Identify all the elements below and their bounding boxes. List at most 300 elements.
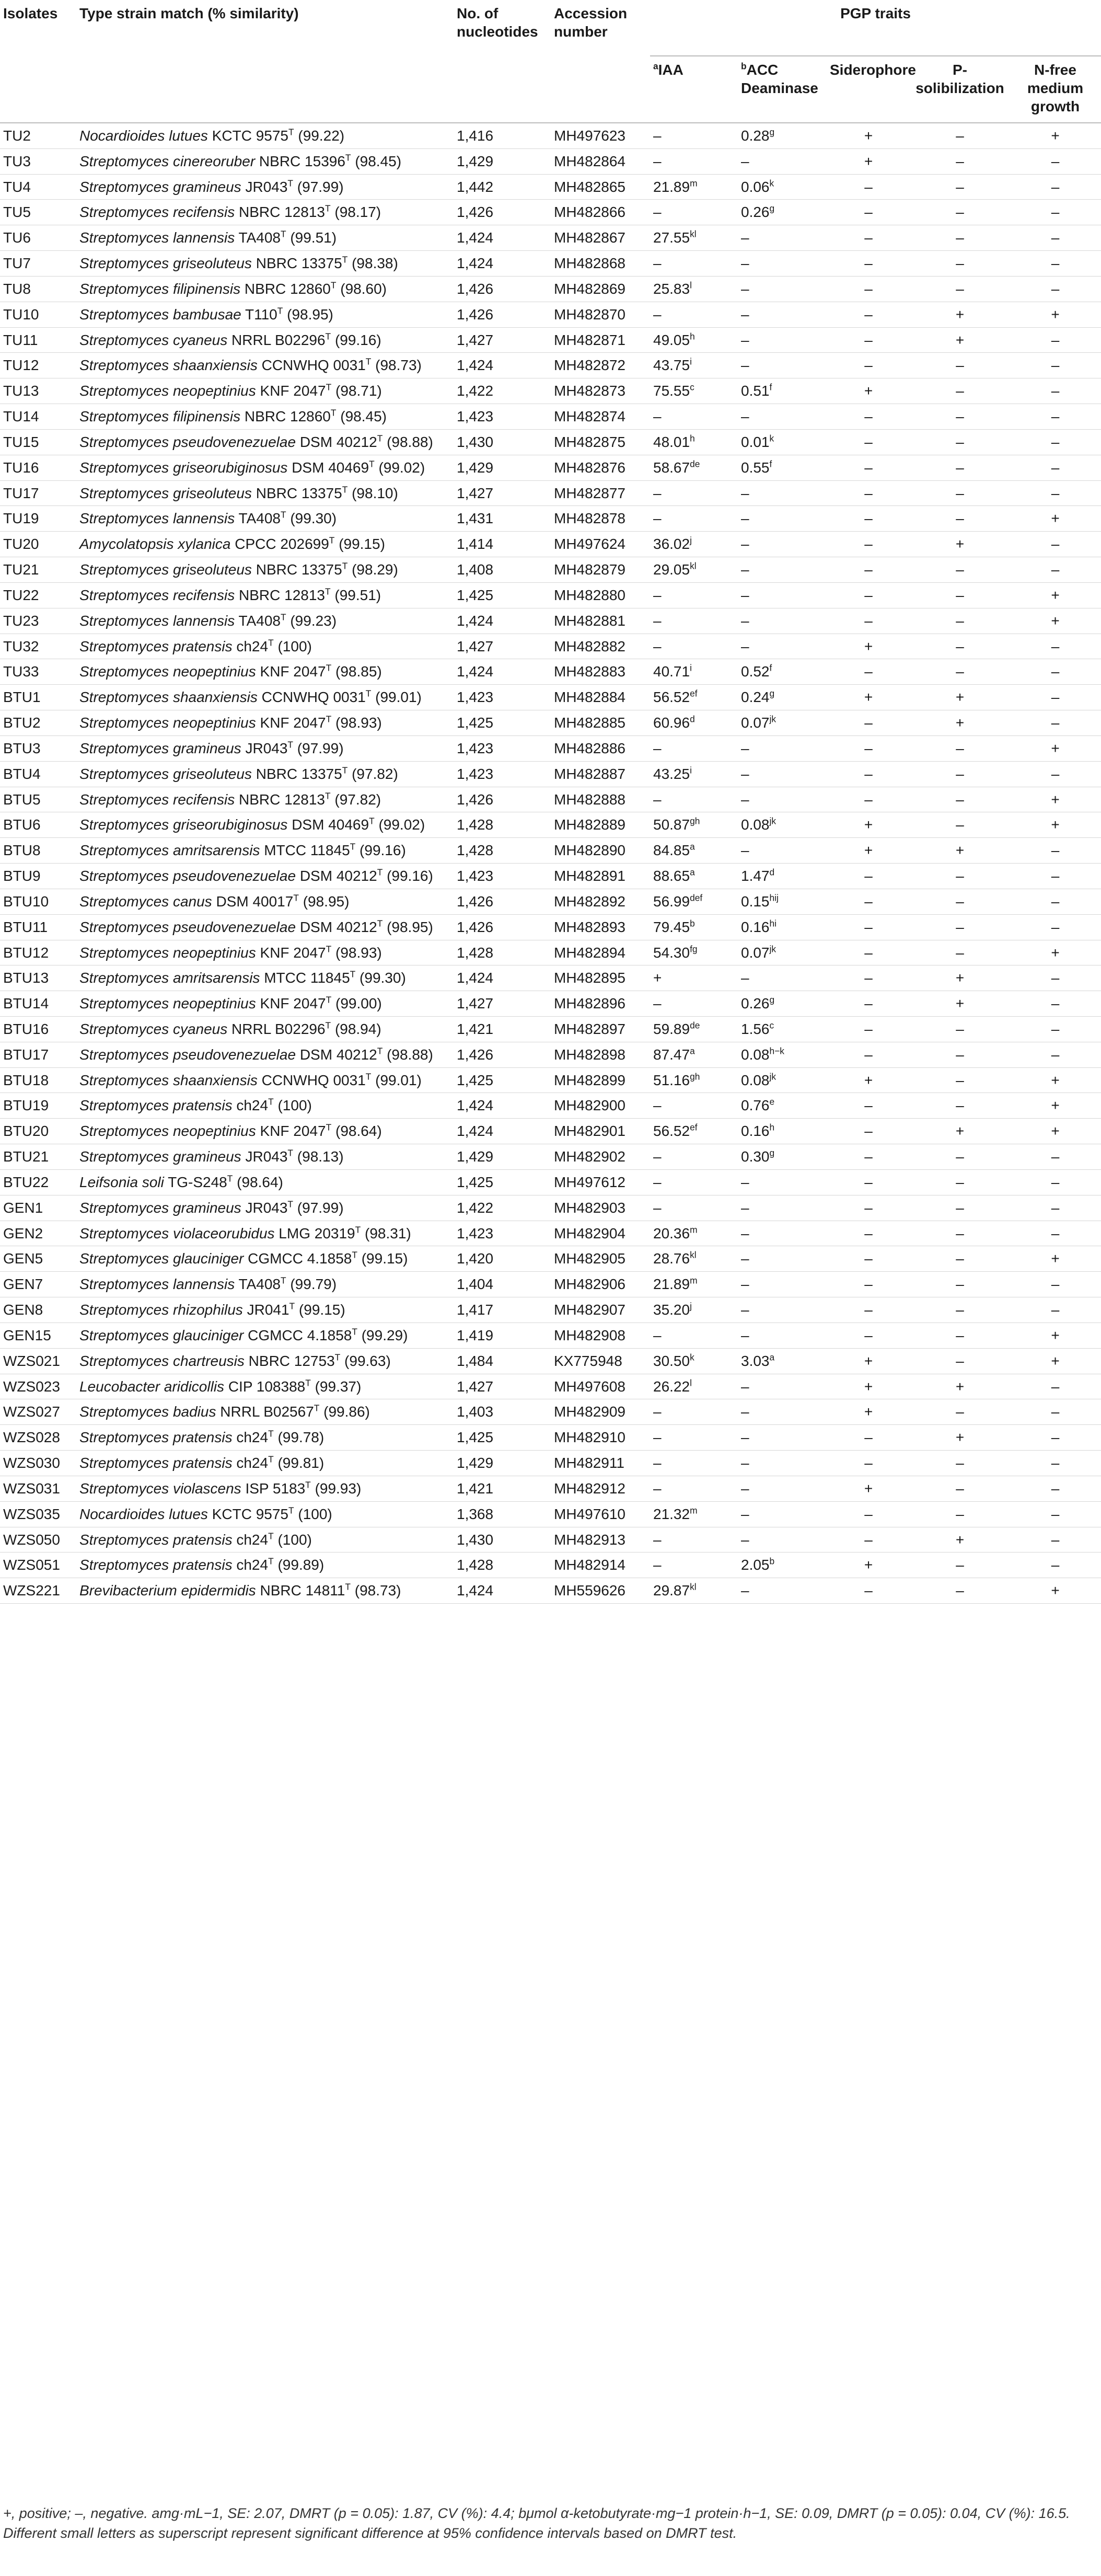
similarity-percent: (98.31): [365, 1225, 411, 1241]
strain-id: DSM 40212: [296, 1046, 377, 1063]
cell-siderophore: –: [827, 302, 910, 327]
type-strain-marker: T: [342, 765, 348, 776]
acc-value: –: [741, 612, 749, 629]
cell-acc-deaminase: [738, 1221, 827, 1246]
species-name: Streptomyces lannensis: [79, 612, 235, 629]
species-name: Streptomyces neopeptinius: [79, 995, 256, 1012]
iaa-significance: l: [690, 1377, 692, 1388]
similarity-percent: (99.89): [277, 1557, 324, 1573]
header-iaa-sup: a: [653, 61, 658, 72]
type-strain-marker: T: [365, 688, 372, 699]
similarity-percent: (99.15): [361, 1250, 408, 1267]
cell-siderophore: –: [827, 353, 910, 378]
cell-n-free-growth: +: [1010, 1322, 1101, 1348]
cell-n-free-growth: –: [1010, 685, 1101, 710]
similarity-percent: (100): [298, 1505, 332, 1522]
cell-n-free-growth: +: [1010, 812, 1101, 838]
cell-strain: [76, 1297, 454, 1323]
iaa-significance: def: [690, 892, 703, 903]
header-p-solubilization: P-solibilization: [910, 56, 1010, 123]
cell-n-free-growth: –: [1010, 1144, 1101, 1170]
iaa-value: 58.67: [653, 459, 690, 476]
header-n-free-growth: N-free medium growth: [1010, 56, 1101, 123]
type-strain-marker: T: [352, 1326, 357, 1337]
cell-acc-deaminase: [738, 634, 827, 659]
cell-nucleotides: 1,426: [454, 1042, 551, 1067]
type-strain-marker: T: [342, 484, 348, 495]
cell-strain: [76, 634, 454, 659]
species-name: Streptomyces griseorubiginosus: [79, 459, 288, 476]
table-row: [0, 404, 1101, 430]
table-row: [0, 1578, 1101, 1604]
acc-significance: g: [769, 994, 775, 1005]
cell-siderophore: –: [827, 327, 910, 353]
similarity-percent: (99.86): [323, 1404, 370, 1420]
strain-id: NBRC 12813: [235, 204, 325, 221]
cell-iaa: [650, 634, 738, 659]
table-row: [0, 685, 1101, 710]
similarity-percent: (97.82): [334, 791, 381, 808]
cell-isolate: BTU16: [0, 1016, 76, 1042]
cell-nucleotides: 1,417: [454, 1297, 551, 1323]
acc-significance: jk: [769, 816, 777, 827]
iaa-value: –: [653, 204, 662, 221]
type-strain-marker: T: [293, 892, 299, 903]
cell-nucleotides: 1,424: [454, 608, 551, 634]
iaa-value: 75.55: [653, 383, 690, 399]
cell-isolate: BTU21: [0, 1144, 76, 1170]
iaa-value: 79.45: [653, 918, 690, 935]
table-row: [0, 302, 1101, 327]
cell-iaa: [650, 404, 738, 430]
iaa-significance: kl: [690, 560, 697, 571]
type-strain-marker: T: [325, 1020, 331, 1031]
species-name: Streptomyces neopeptinius: [79, 944, 256, 961]
cell-nucleotides: 1,424: [454, 353, 551, 378]
similarity-percent: (98.93): [335, 715, 382, 731]
cell-siderophore: –: [827, 1169, 910, 1195]
cell-p-solubilization: –: [910, 1399, 1010, 1425]
type-strain-marker: T: [326, 382, 332, 393]
cell-isolate: WZS031: [0, 1476, 76, 1501]
cell-iaa: [650, 1348, 738, 1374]
similarity-percent: (99.30): [360, 970, 406, 986]
acc-value: 0.52: [741, 663, 770, 680]
cell-nucleotides: 1,427: [454, 327, 551, 353]
strain-id: ch24: [232, 1097, 269, 1114]
cell-siderophore: –: [827, 864, 910, 889]
acc-value: –: [741, 638, 749, 654]
cell-iaa: [650, 123, 738, 148]
cell-acc-deaminase: [738, 1578, 827, 1604]
cell-n-free-growth: –: [1010, 1451, 1101, 1476]
type-strain-marker: T: [326, 714, 332, 724]
cell-siderophore: +: [827, 378, 910, 404]
cell-p-solubilization: +: [910, 710, 1010, 736]
cell-acc-deaminase: [738, 710, 827, 736]
acc-significance: g: [769, 203, 775, 214]
iaa-value: 56.52: [653, 1123, 690, 1140]
similarity-percent: (99.01): [375, 1072, 422, 1088]
similarity-percent: (98.95): [387, 918, 433, 935]
species-name: Streptomyces filipinensis: [79, 408, 241, 425]
cell-strain: [76, 1016, 454, 1042]
header-iaa-label: IAA: [658, 62, 683, 78]
cell-accession: MH482905: [551, 1246, 650, 1272]
cell-accession: MH482868: [551, 251, 650, 277]
table-row: [0, 148, 1101, 174]
cell-isolate: TU21: [0, 557, 76, 583]
cell-strain: [76, 710, 454, 736]
cell-p-solubilization: –: [910, 889, 1010, 914]
cell-acc-deaminase: [738, 1169, 827, 1195]
cell-nucleotides: 1,428: [454, 838, 551, 864]
cell-p-solubilization: –: [910, 1476, 1010, 1501]
cell-isolate: TU17: [0, 480, 76, 506]
cell-siderophore: –: [827, 480, 910, 506]
similarity-percent: (98.60): [340, 280, 387, 297]
cell-strain: [76, 965, 454, 991]
acc-value: –: [741, 1327, 749, 1343]
strain-id: DSM 40469: [287, 459, 369, 476]
cell-strain: [76, 1195, 454, 1221]
acc-significance: h: [769, 1122, 775, 1133]
cell-acc-deaminase: [738, 1322, 827, 1348]
cell-strain: [76, 480, 454, 506]
iaa-significance: m: [690, 1505, 698, 1516]
cell-p-solubilization: –: [910, 1067, 1010, 1093]
acc-value: 0.28: [741, 128, 770, 144]
species-name: Streptomyces glauciniger: [79, 1250, 244, 1267]
cell-acc-deaminase: [738, 1552, 827, 1578]
cell-siderophore: +: [827, 838, 910, 864]
strain-id: ch24: [232, 1557, 269, 1573]
acc-value: 0.15: [741, 893, 770, 910]
cell-nucleotides: 1,426: [454, 200, 551, 225]
cell-accession: MH482893: [551, 914, 650, 940]
cell-accession: MH482889: [551, 812, 650, 838]
cell-isolate: WZS051: [0, 1552, 76, 1578]
cell-n-free-growth: –: [1010, 991, 1101, 1017]
cell-iaa: [650, 1195, 738, 1221]
cell-accession: MH482874: [551, 404, 650, 430]
cell-p-solubilization: –: [910, 1195, 1010, 1221]
iaa-value: 84.85: [653, 842, 690, 859]
acc-value: –: [741, 1531, 749, 1548]
type-strain-marker: T: [350, 969, 356, 980]
species-name: Streptomyces neopeptinius: [79, 715, 256, 731]
strain-id: CGMCC 4.1858: [244, 1250, 352, 1267]
strain-id: T110: [241, 306, 277, 323]
cell-acc-deaminase: [738, 200, 827, 225]
cell-acc-deaminase: [738, 1067, 827, 1093]
cell-strain: [76, 1042, 454, 1067]
cell-accession: MH482873: [551, 378, 650, 404]
cell-nucleotides: 1,421: [454, 1016, 551, 1042]
cell-siderophore: –: [827, 1119, 910, 1144]
cell-p-solubilization: –: [910, 404, 1010, 430]
cell-accession: MH482896: [551, 991, 650, 1017]
cell-iaa: [650, 302, 738, 327]
acc-value: –: [741, 970, 749, 986]
species-name: Streptomyces neopeptinius: [79, 1123, 256, 1140]
species-name: Amycolatopsis xylanica: [79, 536, 231, 553]
cell-p-solubilization: –: [910, 429, 1010, 455]
header-pgp-traits: PGP traits: [650, 0, 1101, 56]
type-strain-marker: T: [334, 1352, 341, 1363]
cell-acc-deaminase: [738, 302, 827, 327]
iaa-value: –: [653, 1148, 662, 1165]
cell-acc-deaminase: [738, 1246, 827, 1272]
table-row: [0, 735, 1101, 761]
iaa-significance: ef: [690, 688, 698, 699]
cell-n-free-growth: –: [1010, 1425, 1101, 1451]
cell-strain: [76, 225, 454, 251]
similarity-percent: (98.95): [287, 306, 333, 323]
type-strain-marker: T: [325, 331, 331, 342]
cell-iaa: [650, 353, 738, 378]
cell-nucleotides: 1,425: [454, 1067, 551, 1093]
cell-acc-deaminase: [738, 1476, 827, 1501]
similarity-percent: (99.78): [277, 1429, 324, 1446]
table-row: [0, 1297, 1101, 1323]
cell-strain: [76, 1527, 454, 1552]
type-strain-marker: T: [227, 1173, 233, 1184]
species-name: Streptomyces griseorubiginosus: [79, 816, 288, 833]
cell-nucleotides: 1,427: [454, 634, 551, 659]
strain-id: NBRC 13375: [251, 561, 342, 578]
species-name: Leucobacter aridicollis: [79, 1378, 225, 1395]
cell-isolate: BTU14: [0, 991, 76, 1017]
type-strain-marker: T: [280, 510, 286, 521]
cell-isolate: WZS027: [0, 1399, 76, 1425]
acc-value: –: [741, 306, 749, 323]
table-row: [0, 455, 1101, 480]
cell-nucleotides: 1,429: [454, 148, 551, 174]
cell-p-solubilization: –: [910, 634, 1010, 659]
acc-significance: jk: [769, 1071, 777, 1082]
cell-siderophore: –: [827, 557, 910, 583]
table-row: [0, 761, 1101, 787]
iaa-value: 56.99: [653, 893, 690, 910]
cell-iaa: [650, 1501, 738, 1527]
cell-acc-deaminase: [738, 582, 827, 608]
acc-value: –: [741, 1404, 749, 1420]
cell-p-solubilization: –: [910, 940, 1010, 965]
iaa-significance: de: [690, 458, 700, 469]
cell-accession: MH482872: [551, 353, 650, 378]
acc-significance: k: [769, 433, 774, 444]
cell-p-solubilization: –: [910, 1093, 1010, 1119]
cell-acc-deaminase: [738, 1399, 827, 1425]
acc-significance: g: [769, 688, 775, 699]
strain-id: CIP 108388: [224, 1378, 306, 1395]
iaa-significance: m: [690, 1224, 698, 1235]
iaa-value: 43.75: [653, 357, 690, 374]
iaa-significance: c: [690, 382, 694, 393]
iaa-significance: gh: [690, 816, 700, 827]
cell-accession: MH482913: [551, 1527, 650, 1552]
iaa-significance: j: [690, 535, 692, 546]
similarity-percent: (98.85): [335, 663, 382, 680]
cell-isolate: TU14: [0, 404, 76, 430]
cell-strain: [76, 1246, 454, 1272]
strain-id: CCNWHQ 0031: [257, 357, 366, 374]
cell-n-free-growth: –: [1010, 1552, 1101, 1578]
strain-id: ch24: [232, 1429, 269, 1446]
cell-iaa: [650, 174, 738, 200]
cell-accession: MH482914: [551, 1552, 650, 1578]
iaa-value: –: [653, 408, 662, 425]
cell-isolate: BTU11: [0, 914, 76, 940]
acc-value: 0.07: [741, 715, 770, 731]
cell-accession: MH482875: [551, 429, 650, 455]
cell-nucleotides: 1,416: [454, 123, 551, 148]
cell-siderophore: +: [827, 148, 910, 174]
cell-p-solubilization: –: [910, 1297, 1010, 1323]
cell-acc-deaminase: [738, 1297, 827, 1323]
cell-iaa: [650, 1476, 738, 1501]
cell-iaa: [650, 1552, 738, 1578]
species-name: Streptomyces cinereoruber: [79, 153, 256, 169]
iaa-value: 88.65: [653, 868, 690, 884]
type-strain-marker: T: [268, 637, 274, 648]
cell-siderophore: –: [827, 1527, 910, 1552]
cell-p-solubilization: +: [910, 685, 1010, 710]
similarity-percent: (97.99): [297, 1199, 344, 1216]
acc-value: –: [741, 229, 749, 246]
acc-value: –: [741, 1302, 749, 1318]
cell-acc-deaminase: [738, 327, 827, 353]
cell-n-free-growth: +: [1010, 582, 1101, 608]
cell-nucleotides: 1,408: [454, 557, 551, 583]
iaa-value: 87.47: [653, 1046, 690, 1063]
iaa-value: –: [653, 586, 662, 603]
cell-acc-deaminase: [738, 1042, 827, 1067]
cell-acc-deaminase: [738, 1374, 827, 1399]
cell-iaa: [650, 812, 738, 838]
header-accession: Accession number: [551, 0, 650, 123]
cell-siderophore: –: [827, 276, 910, 302]
cell-strain: [76, 685, 454, 710]
similarity-percent: (99.81): [277, 1455, 324, 1471]
cell-p-solubilization: –: [910, 914, 1010, 940]
iaa-value: 59.89: [653, 1020, 690, 1037]
table-row: [0, 353, 1101, 378]
cell-strain: [76, 1067, 454, 1093]
acc-value: –: [741, 765, 749, 782]
cell-accession: MH482867: [551, 225, 650, 251]
strain-id: NRRL B02296: [227, 1020, 326, 1037]
cell-acc-deaminase: [738, 557, 827, 583]
strain-id: JR041: [242, 1302, 289, 1318]
cell-iaa: [650, 608, 738, 634]
cell-iaa: [650, 838, 738, 864]
cell-siderophore: –: [827, 710, 910, 736]
cell-iaa: [650, 991, 738, 1017]
similarity-percent: (99.22): [298, 128, 345, 144]
table-row: [0, 582, 1101, 608]
strain-id: JR043: [241, 1148, 288, 1165]
acc-value: 1.47: [741, 868, 770, 884]
cell-acc-deaminase: [738, 812, 827, 838]
type-strain-marker: T: [377, 1045, 383, 1056]
cell-accession: MH482887: [551, 761, 650, 787]
cell-strain: [76, 302, 454, 327]
cell-strain: [76, 148, 454, 174]
acc-value: –: [741, 408, 749, 425]
species-name: Streptomyces badius: [79, 1404, 216, 1420]
cell-iaa: [650, 1093, 738, 1119]
cell-siderophore: –: [827, 225, 910, 251]
species-name: Streptomyces gramineus: [79, 1148, 241, 1165]
acc-significance: d: [769, 867, 775, 878]
cell-n-free-growth: +: [1010, 1093, 1101, 1119]
cell-n-free-growth: +: [1010, 1067, 1101, 1093]
cell-accession: MH482879: [551, 557, 650, 583]
acc-value: 0.30: [741, 1148, 770, 1165]
iaa-significance: m: [690, 1275, 698, 1286]
cell-p-solubilization: –: [910, 1016, 1010, 1042]
type-strain-marker: T: [305, 1377, 311, 1388]
cell-p-solubilization: +: [910, 532, 1010, 557]
cell-iaa: [650, 889, 738, 914]
table-row: [0, 200, 1101, 225]
cell-siderophore: –: [827, 889, 910, 914]
cell-accession: MH482870: [551, 302, 650, 327]
cell-n-free-growth: +: [1010, 123, 1101, 148]
table-row: [0, 838, 1101, 864]
similarity-percent: (98.10): [352, 485, 398, 501]
iaa-value: 25.83: [653, 280, 690, 297]
cell-nucleotides: 1,428: [454, 940, 551, 965]
type-strain-marker: T: [326, 944, 332, 954]
iaa-value: –: [653, 510, 662, 527]
cell-siderophore: –: [827, 1501, 910, 1527]
cell-n-free-growth: –: [1010, 276, 1101, 302]
cell-nucleotides: 1,414: [454, 532, 551, 557]
iaa-value: –: [653, 306, 662, 323]
cell-p-solubilization: –: [910, 1578, 1010, 1604]
acc-significance: g: [769, 126, 775, 137]
cell-accession: MH482904: [551, 1221, 650, 1246]
cell-isolate: BTU5: [0, 787, 76, 812]
cell-n-free-growth: –: [1010, 251, 1101, 277]
iaa-value: 43.25: [653, 765, 690, 782]
cell-siderophore: –: [827, 429, 910, 455]
iaa-value: –: [653, 1327, 662, 1343]
strain-id: TA408: [235, 612, 281, 629]
cell-isolate: BTU8: [0, 838, 76, 864]
cell-iaa: [650, 1169, 738, 1195]
cell-n-free-growth: –: [1010, 1501, 1101, 1527]
acc-value: –: [741, 510, 749, 527]
cell-siderophore: –: [827, 582, 910, 608]
table-body: [0, 123, 1101, 1604]
cell-p-solubilization: –: [910, 1451, 1010, 1476]
cell-isolate: BTU18: [0, 1067, 76, 1093]
similarity-percent: (98.88): [387, 1046, 433, 1063]
type-strain-marker: T: [342, 560, 348, 571]
cell-acc-deaminase: [738, 506, 827, 532]
cell-n-free-growth: –: [1010, 659, 1101, 685]
type-strain-marker: T: [305, 1479, 311, 1490]
strain-id: NBRC 12753: [244, 1352, 335, 1369]
strain-id: NRRL B02567: [216, 1404, 314, 1420]
cell-strain: [76, 1093, 454, 1119]
iaa-value: –: [653, 1557, 662, 1573]
table-row: [0, 1527, 1101, 1552]
